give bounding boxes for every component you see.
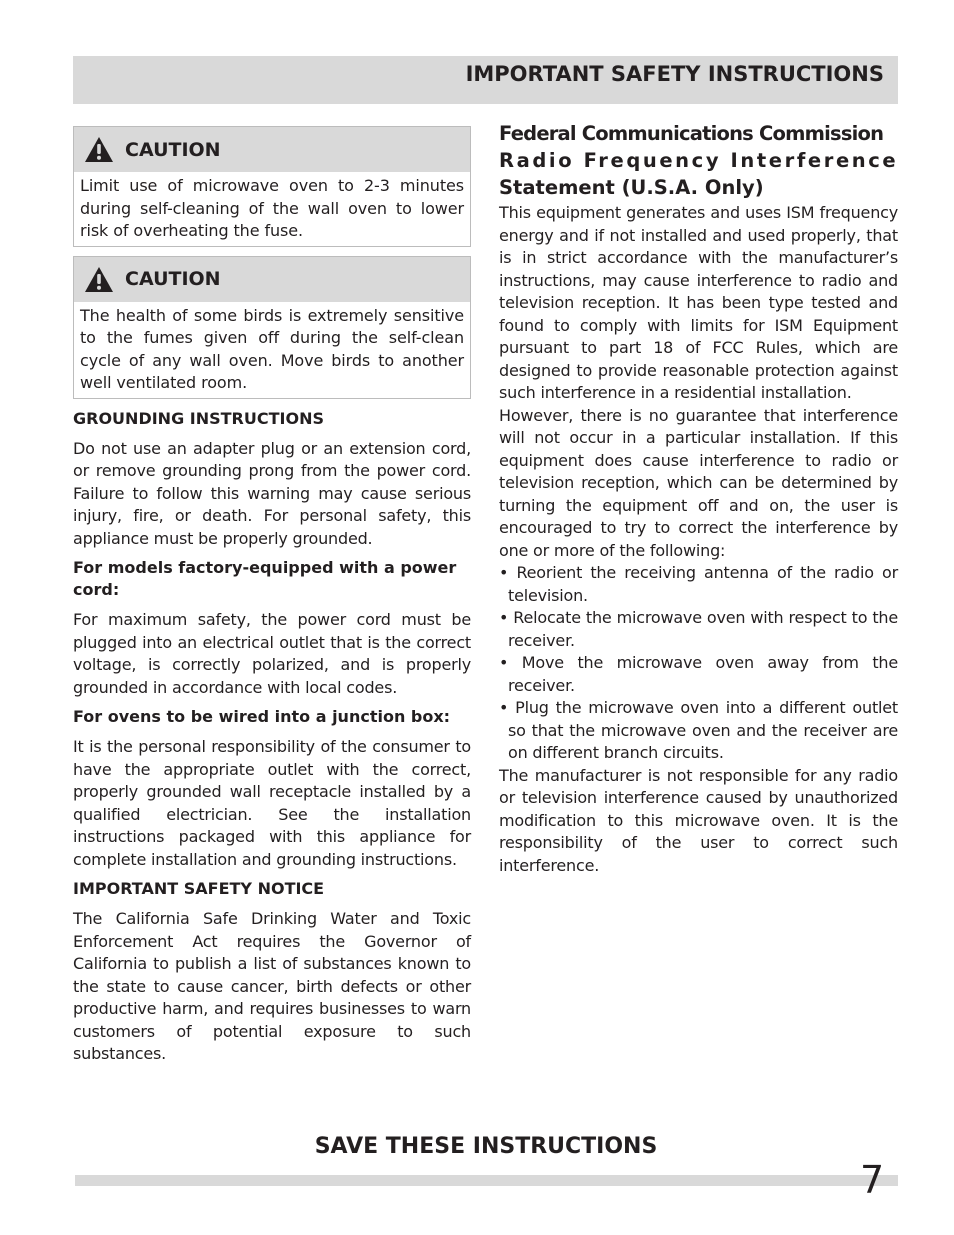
power-cord-heading: For models factory-equipped with a power cord: bbox=[73, 558, 457, 599]
fcc-title-line3: Statement (U.S.A. Only) bbox=[499, 176, 764, 199]
footer-bar bbox=[75, 1175, 898, 1186]
save-instructions-title: SAVE THESE INSTRUCTIONS bbox=[314, 1134, 658, 1159]
safety-notice-heading: IMPORTANT SAFETY NOTICE bbox=[73, 879, 325, 898]
list-item: • Reorient the receiving antenna of the radio or television. bbox=[499, 563, 898, 605]
list-item: • Plug the microwave oven into a different outlet so that the microwave oven and the receiver are on different branch circuits. bbox=[499, 698, 898, 762]
grounding-heading: GROUNDING INSTRUCTIONS bbox=[73, 408, 324, 428]
caution-header bbox=[74, 257, 470, 302]
header-bar bbox=[73, 56, 898, 104]
warning-icon bbox=[84, 266, 114, 293]
page-number: 7 bbox=[860, 1158, 885, 1202]
caution-box-fuse bbox=[73, 126, 471, 247]
fcc-paragraph: The manufacturer is not responsible for any radio or television interference caused by unauthorized modification to this microwave oven. It is the responsibility of the user to correct such interference. bbox=[499, 765, 898, 875]
left-column bbox=[73, 126, 471, 1073]
power-cord-text: For maximum safety, the power cord must be plugged into an electrical outlet that is the correct voltage, is correctly polarized, and is properly grounded in accordance with local codes. bbox=[73, 610, 471, 697]
junction-box-text: It is the personal responsibility of the consumer to have the appropriate outlet with the correct, properly grounded wall receptacle installed by a qualified electrician. See the installation instructions packaged with this appliance for complete installation and grounding instructions. bbox=[73, 737, 471, 869]
fcc-title-line1: Federal Communications Commission bbox=[499, 122, 884, 145]
caution-text: The health of some birds is extremely sensitive to the fumes given off during the self-clean cycle of any wall oven. Move birds to another well ventilated room. bbox=[80, 305, 464, 392]
grounding-text: Do not use an adapter plug or an extension cord, or remove grounding prong from the power cord. Failure to follow this warning may cause serious injury, fire, or death. For personal safety, this appliance must be properly grounded. bbox=[73, 438, 471, 548]
list-item: • Move the microwave oven away from the receiver. bbox=[499, 653, 898, 695]
caution-box-birds bbox=[73, 256, 471, 399]
fcc-paragraph: This equipment generates and uses ISM frequency energy and if not installed and used properly, that is in strict accordance with the manufacturer’s instructions, may cause interference to radio and television reception. It has been type tested and found to comply with limits for ISM Equipment pursuant to part 18 of FCC Rules, which are designed to provide reasonable protection against such interference in a residential installation. bbox=[499, 203, 898, 402]
warning-icon bbox=[84, 136, 114, 163]
fcc-paragraph: However, there is no guarantee that interference will not occur in a particular installation. If this equipment does cause interference to radio or television reception, which can be determined by turning the equipment off and on, the user is encouraged to try to correct the interference by one or more of the following: bbox=[499, 405, 898, 560]
junction-box-heading: For ovens to be wired into a junction box: bbox=[73, 707, 451, 726]
safety-notice-text: The California Safe Drinking Water and Toxic Enforcement Act requires the Governor of California to publish a list of substances known to the state to cause cancer, birth defects or other productive harm, and requires businesses to warn customers of potential exposure to such substances. bbox=[73, 909, 471, 1063]
fcc-bullet-list bbox=[499, 562, 898, 765]
caution-title: CAUTION bbox=[125, 268, 221, 290]
caution-header bbox=[74, 127, 470, 172]
right-column bbox=[499, 120, 898, 877]
fcc-title-line2: Radio Frequency Interference bbox=[499, 149, 899, 172]
caution-title: CAUTION bbox=[125, 138, 221, 161]
page-title: IMPORTANT SAFETY INSTRUCTIONS bbox=[465, 62, 884, 86]
list-item: • Relocate the microwave oven with respect to the receiver. bbox=[499, 608, 898, 650]
caution-text: Limit use of microwave oven to 2-3 minutes during self-cleaning of the wall oven to lower risk of overheating the fuse. bbox=[80, 176, 464, 240]
